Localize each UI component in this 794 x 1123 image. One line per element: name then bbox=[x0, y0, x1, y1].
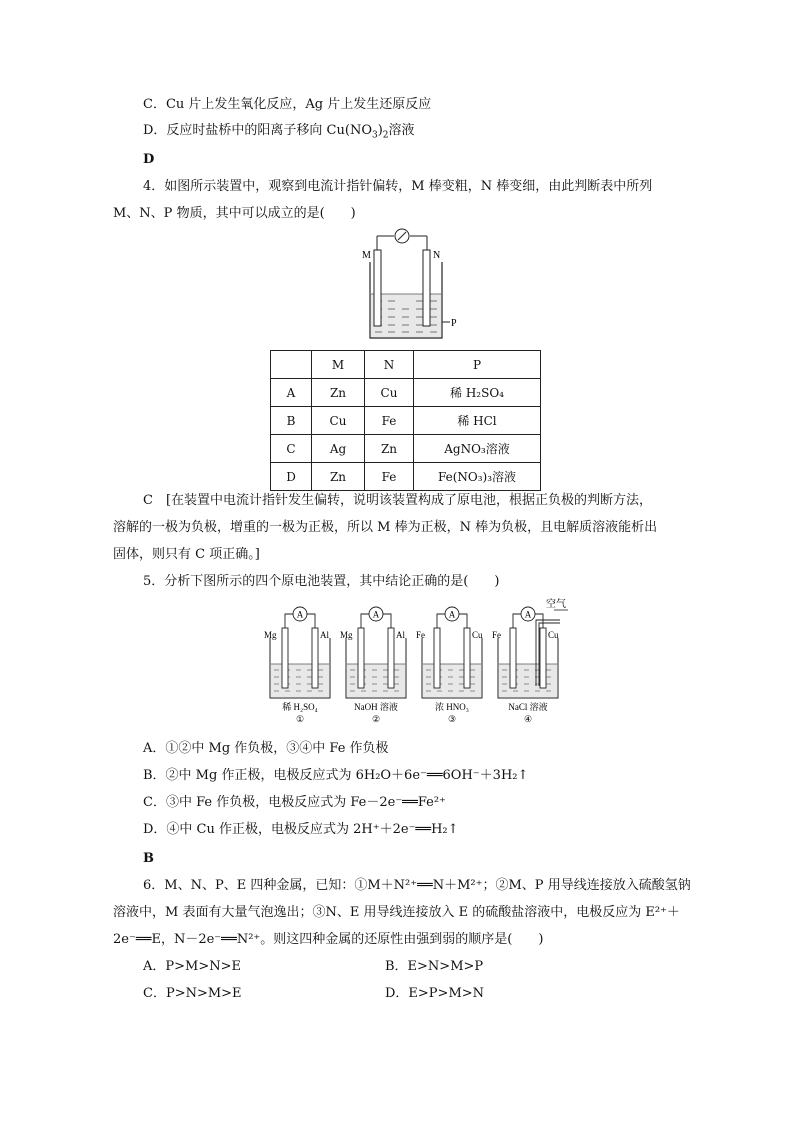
table-row bbox=[271, 435, 541, 463]
electrode-right bbox=[388, 628, 394, 688]
table-cell: Fe(NO₃)₃溶液 bbox=[414, 463, 541, 491]
q6-option-b: B．E>N>M>P bbox=[385, 959, 484, 974]
q3-option-d-pre: D．反应时盐桥中的阳离子移向 Cu(NO bbox=[143, 123, 372, 138]
q5-stem: 5．分析下图所示的四个原电池装置，其中结论正确的是( ) bbox=[143, 574, 500, 589]
cell-2 bbox=[340, 607, 406, 724]
table-cell: Cu bbox=[365, 379, 414, 407]
label-n: N bbox=[433, 250, 441, 261]
table-cell: 稀 H₂SO₄ bbox=[414, 379, 541, 407]
table-cell: Cu bbox=[312, 407, 365, 435]
table-cell: D bbox=[271, 463, 312, 491]
table-header-cell: M bbox=[312, 351, 365, 379]
table-cell: Zn bbox=[312, 379, 365, 407]
ammeter-label: A bbox=[296, 609, 304, 620]
table-cell: Zn bbox=[312, 463, 365, 491]
air-label: 空气 bbox=[546, 599, 566, 610]
cell-3 bbox=[416, 607, 483, 724]
electrode-right bbox=[540, 628, 546, 688]
label-p: P bbox=[451, 318, 457, 329]
electrode-n bbox=[423, 250, 430, 326]
table-row bbox=[271, 379, 541, 407]
electrode-left-label: Fe bbox=[492, 630, 501, 640]
q3-option-d-post: 溶液 bbox=[388, 123, 415, 138]
cell-number: ③ bbox=[447, 714, 457, 724]
q4-stem-line1: 4．如图所示装置中，观察到电流计指针偏转，M 棒变粗，N 棒变细，由此判断表中所列 bbox=[143, 179, 653, 194]
ammeter-label: A bbox=[524, 609, 532, 620]
q6-line3: 2e⁻══E，N－2e⁻══N²⁺。则这四种金属的还原性由强到弱的顺序是( ) bbox=[113, 932, 544, 947]
electrode-right bbox=[312, 628, 318, 688]
ammeter-label: A bbox=[448, 609, 456, 620]
electrode-right bbox=[464, 628, 470, 688]
q6-option-c: C．P>N>M>E bbox=[143, 986, 242, 1001]
q6-line1: 6．M、N、P、E 四种金属，已知：①M＋N²⁺══N＋M²⁺；②M、P 用导线连接放入硫酸氢钠 bbox=[143, 878, 691, 893]
cell-number: ① bbox=[295, 714, 305, 724]
q3-option-d-mid: ) bbox=[377, 123, 383, 138]
q5-option-d: D．④中 Cu 作正极，电极反应式为 2H⁺＋2e⁻══H₂↑ bbox=[143, 822, 459, 837]
electrode-left bbox=[510, 628, 516, 688]
q3-option-d-sub2: 2 bbox=[382, 130, 389, 141]
q5-cells-figure bbox=[262, 598, 566, 728]
table-cell: AgNO₃溶液 bbox=[414, 435, 541, 463]
table-cell: Ag bbox=[312, 435, 365, 463]
q4-options-table bbox=[270, 350, 541, 491]
solution-label: 浓 HNO₃ bbox=[435, 702, 469, 712]
solution-label: 稀 H₂SO₄ bbox=[282, 702, 318, 712]
cell-1 bbox=[264, 607, 330, 724]
table-cell: 稀 HCl bbox=[414, 407, 541, 435]
electrode-left-label: Mg bbox=[340, 630, 353, 640]
electrode-right-label: Al bbox=[396, 630, 405, 640]
ammeter-label: A bbox=[372, 609, 380, 620]
q5-option-a: A．①②中 Mg 作负极，③④中 Fe 作负极 bbox=[143, 741, 389, 756]
q3-option-d bbox=[143, 122, 415, 140]
cell-number: ④ bbox=[523, 714, 533, 724]
q4-explain-line3: 固体，则只有 C 项正确。] bbox=[113, 547, 260, 562]
electrode-m bbox=[374, 250, 381, 326]
solution-label: NaCl 溶液 bbox=[508, 702, 548, 712]
table-header-row bbox=[271, 351, 541, 379]
electrode-right-label: Al bbox=[320, 630, 329, 640]
cell-4 bbox=[492, 597, 568, 724]
label-m: M bbox=[362, 250, 371, 261]
table-cell: Zn bbox=[365, 435, 414, 463]
table-cell: C bbox=[271, 435, 312, 463]
table-cell: B bbox=[271, 407, 312, 435]
electrode-left-label: Mg bbox=[264, 630, 277, 640]
q3-option-c: C．Cu 片上发生氧化反应，Ag 片上发生还原反应 bbox=[143, 97, 432, 112]
cell-number: ② bbox=[371, 714, 381, 724]
q6-option-d: D．E>P>M>N bbox=[385, 986, 485, 1001]
table-header-cell: P bbox=[414, 351, 541, 379]
q4-explain-line2: 溶解的一极为负极，增重的一极为正极，所以 M 棒为正极，N 棒为负极，且电解质溶液能析出 bbox=[113, 520, 658, 535]
electrode-right-label: Cu bbox=[548, 630, 559, 640]
table-row bbox=[271, 463, 541, 491]
table-header-cell bbox=[271, 351, 312, 379]
q4-explain-line1: C [在装置中电流计指针发生偏转，说明该装置构成了原电池，根据正负极的判断方法， bbox=[143, 493, 653, 508]
q5-option-c: C．③中 Fe 作负极，电极反应式为 Fe－2e⁻══Fe²⁺ bbox=[143, 795, 446, 810]
table-cell: Fe bbox=[365, 407, 414, 435]
q4-stem-line2: M、N、P 物质，其中可以成立的是( ) bbox=[113, 206, 356, 221]
q6-line2: 溶液中，M 表面有大量气泡逸出；③N、E 用导线连接放入 E 的硫酸盐溶液中，电极反应为 E²⁺＋ bbox=[113, 905, 680, 920]
electrode-left bbox=[358, 628, 364, 688]
electrode-left-label: Fe bbox=[416, 630, 425, 640]
electrode-left bbox=[434, 628, 440, 688]
electrode-right-label: Cu bbox=[472, 630, 483, 640]
q5-option-b: B．②中 Mg 作正极，电极反应式为 6H₂O＋6e⁻══6OH⁻＋3H₂↑ bbox=[143, 768, 529, 783]
q6-option-a: A．P>M>N>E bbox=[143, 959, 241, 974]
table-header-cell: N bbox=[365, 351, 414, 379]
table-row bbox=[271, 407, 541, 435]
table-cell: A bbox=[271, 379, 312, 407]
solution-label: NaOH 溶液 bbox=[354, 702, 398, 712]
q3-answer: D bbox=[143, 152, 155, 167]
q4-apparatus-figure bbox=[360, 228, 470, 344]
table-cell: Fe bbox=[365, 463, 414, 491]
electrode-left bbox=[282, 628, 288, 688]
q5-answer: B bbox=[143, 851, 154, 866]
q3-option-d-sub: 3 bbox=[371, 130, 378, 141]
